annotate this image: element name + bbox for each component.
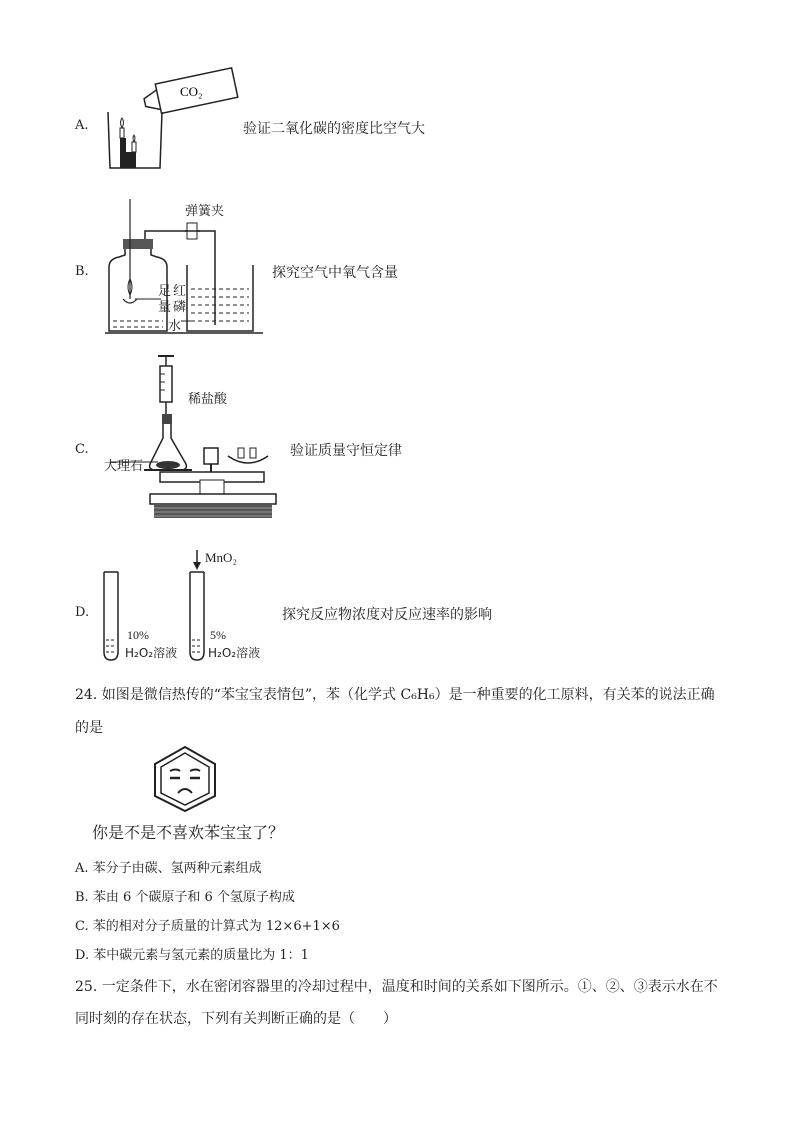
q24-option-a: A. 苯分子由碳、氢两种元素组成: [75, 861, 262, 876]
q24-stem-line1: 24. 如图是微信热传的“苯宝宝表情包”，苯（化学式 C₆H₆）是一种重要的化工原料，有关苯的说法正确: [75, 687, 715, 703]
dilute-hcl-label: 稀盐酸: [188, 392, 228, 407]
q24-option-b: B. 苯由 6 个碳原子和 6 个氢原子构成: [75, 890, 295, 905]
co2-pouring-diagram: [100, 68, 240, 176]
marble-label: 大理石: [104, 459, 144, 474]
option-a-caption: 验证二氧化碳的密度比空气大: [243, 121, 425, 137]
phosphorus-label-1: 足: [158, 284, 172, 299]
option-d-letter: D.: [75, 605, 90, 620]
benzene-face-icon: [150, 745, 220, 813]
spring-clamp-label: 弹簧夹: [185, 204, 225, 219]
option-c-letter: C.: [75, 442, 89, 457]
co2-label: CO₂: [180, 84, 203, 99]
option-b-letter: B.: [75, 264, 89, 279]
phosphorus-label-4: 磷: [173, 300, 187, 315]
benzene-image-caption: 你是不是不喜欢苯宝宝了？: [92, 823, 285, 842]
tube2-solution: H₂O₂溶液: [208, 646, 261, 660]
tube2-concentration: 5%: [210, 628, 226, 642]
phosphorus-label-3: 红: [173, 284, 187, 299]
q25-stem-line1: 25. 一定条件下，水在密闭容器里的冷却过程中，温度和时间的关系如下图所示。①、②、③表示水在不: [75, 979, 718, 995]
option-b-caption: 探究空气中氧气含量: [272, 265, 398, 281]
option-c-caption: 验证质量守恒定律: [290, 443, 402, 459]
option-d-caption: 探究反应物浓度对反应速率的影响: [282, 607, 492, 623]
option-a-letter: A.: [75, 118, 89, 133]
q24-option-c: C. 苯的相对分子质量的计算式为 12×6+1×6: [75, 919, 340, 934]
water-label: 水: [168, 319, 182, 334]
mass-conservation-apparatus: [150, 352, 290, 524]
tube1-solution: H₂O₂溶液: [125, 646, 178, 660]
q24-option-d: D. 苯中碳元素与氢元素的质量比为 1：1: [75, 948, 309, 963]
mno2-label: MnO₂: [205, 550, 237, 565]
tube1-concentration: 10%: [127, 628, 149, 642]
q24-stem-line2: 的是: [75, 720, 103, 736]
phosphorus-label-2: 量: [158, 300, 172, 315]
q25-stem-line2: 同时刻的存在状态，下列有关判断正确的是（ ）: [75, 1011, 397, 1027]
